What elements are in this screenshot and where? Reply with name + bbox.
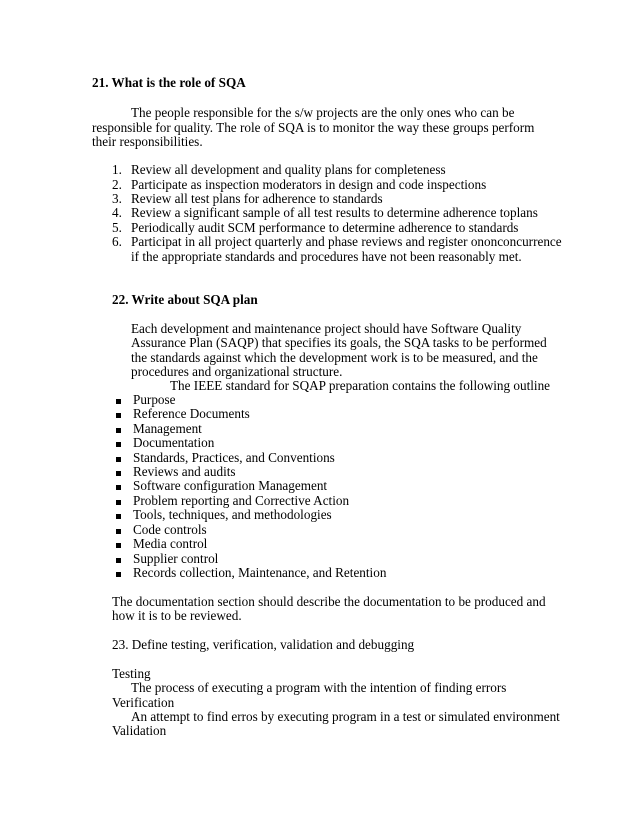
list-item: Management — [133, 421, 202, 436]
bullet-marker — [116, 500, 121, 505]
list-item-continuation: if the appropriate standards and procedures have not been reasonably met. — [131, 249, 522, 264]
list-item: Media control — [133, 536, 208, 551]
documentation-note-line: how it is to be reviewed. — [112, 608, 242, 623]
bullet-marker — [116, 558, 121, 563]
bullet-marker — [116, 442, 121, 447]
q22-paragraph-line: the standards against which the development work is to be measured, and the — [131, 350, 538, 365]
list-item: Records collection, Maintenance, and Retention — [133, 565, 387, 580]
bullet-marker — [116, 572, 121, 577]
bullet-marker — [116, 413, 121, 418]
bullet-marker — [116, 399, 121, 404]
q22-paragraph-line: procedures and organizational structure. — [131, 364, 343, 379]
bullet-marker — [116, 543, 121, 548]
q21-paragraph-line: responsible for quality. The role of SQA is to monitor the way these groups perform — [92, 120, 535, 135]
bullet-marker — [116, 428, 121, 433]
q22-paragraph-line: Each development and maintenance project should have Software Quality — [131, 321, 522, 336]
document-page: 21. What is the role of SQA The people responsible for the s/w projects are the only ones who can be responsible for quality. The role of SQA is to monitor the way these groups perform their responsibilities. 1. Review all development and quality plans for completeness 2. Participate as inspection moderators in design and code inspections 3. Review all test plans for adherence to standards 4. Review a significant sample of all test results to determine adherence toplans 5. Periodically audit SCM performance to determine adherence to standards 6. Participat in all project quarterly and phase reviews and register ononconcurrence if the appropriate standards and procedures have not been reasonably met. 22. Write about SQA plan Each development and maintenance project should have Software Quality Assurance Plan (SAQP) that specifies its goals, the SQA tasks to be performed the standards against which the development work is to be measured, and the procedures and organizational structure. The IEEE standard for SQAP preparation contains the following outline Purpose Reference Documents Management Documentation Standards, Practices, and Conventions Reviews and audits Software configuration Management Problem reporting and Corrective Action Tools, techniques, and methodologies Code controls Media control Supplier control Records collection, Maintenance, and Retention The documentation section should describe the documentation to be produced and how it is to be reviewed. 23. Define testing, verification, validation and debugging Testing The process of executing a program with the intention of finding errors Verification An attempt to find erros by executing program in a test or simulated environment Validation — [92, 75, 562, 738]
bullet-marker — [116, 471, 121, 476]
term-validation: Validation — [112, 723, 167, 738]
list-item: Software configuration Management — [133, 478, 328, 493]
term-verification: Verification — [112, 695, 175, 710]
list-item: Purpose — [133, 392, 176, 407]
q21-paragraph-line: The people responsible for the s/w projects are the only ones who can be — [131, 105, 515, 120]
q21-heading: 21. What is the role of SQA — [92, 75, 246, 90]
bullet-marker — [116, 514, 121, 519]
list-item: Problem reporting and Corrective Action — [133, 493, 350, 508]
definition-testing: The process of executing a program with the intention of finding errors — [131, 680, 507, 695]
list-item: Tools, techniques, and methodologies — [133, 507, 332, 522]
list-item: Documentation — [133, 435, 215, 450]
q23-heading: 23. Define testing, verification, validation and debugging — [112, 637, 415, 652]
q21-paragraph-line: their responsibilities. — [92, 134, 203, 149]
q22-heading: 22. Write about SQA plan — [112, 292, 258, 307]
documentation-note-line: The documentation section should describe the documentation to be produced and — [112, 594, 546, 609]
bullet-marker — [116, 457, 121, 462]
ieee-outline-intro: The IEEE standard for SQAP preparation contains the following outline — [170, 378, 551, 393]
list-item: Supplier control — [133, 551, 219, 566]
definition-verification: An attempt to find erros by executing program in a test or simulated environment — [131, 709, 560, 724]
list-item: Reference Documents — [133, 406, 250, 421]
bullet-marker — [116, 529, 121, 534]
list-item: Reviews and audits — [133, 464, 236, 479]
term-testing: Testing — [112, 666, 151, 681]
list-item: Code controls — [133, 522, 207, 537]
list-item: Standards, Practices, and Conventions — [133, 450, 335, 465]
bullet-marker — [116, 485, 121, 490]
q22-paragraph-line: Assurance Plan (SAQP) that specifies its goals, the SQA tasks to be performed — [131, 335, 547, 350]
